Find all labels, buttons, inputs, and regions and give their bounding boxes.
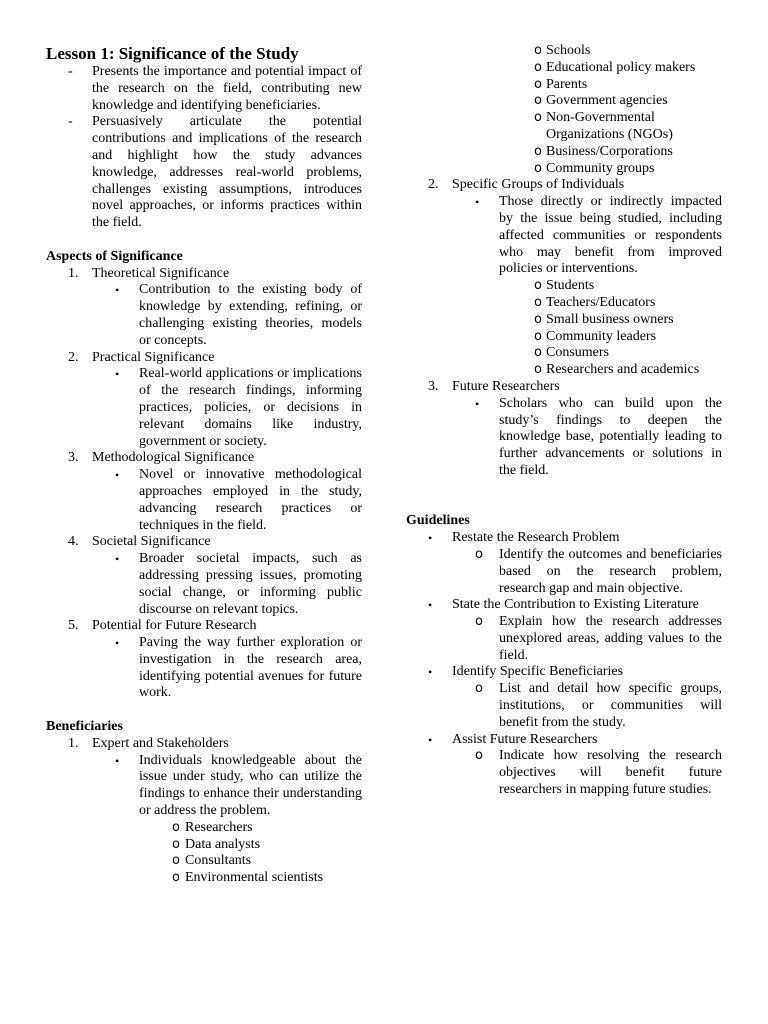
guideline-detail-text: Indicate how resolving the research objectives will benefit future researchers in mapping future studies. <box>499 748 722 798</box>
bullet-marker: • <box>428 598 433 613</box>
subitem-text: Students <box>546 278 595 294</box>
bullet-marker: • <box>115 367 120 382</box>
bullet-marker: • <box>115 636 120 651</box>
group-subitems <box>406 278 722 379</box>
subitem <box>534 60 722 77</box>
guideline-label: Restate the Research Problem <box>452 530 620 546</box>
subitem <box>172 853 362 870</box>
sub-marker: o <box>534 311 542 327</box>
subitem-text: Teachers/Educators <box>546 294 656 310</box>
group-detail <box>406 194 722 278</box>
sub-marker: o <box>172 870 180 886</box>
aspect-label: Methodological Significance <box>92 450 255 466</box>
guideline-item <box>406 732 722 749</box>
sub-marker: o <box>534 160 542 176</box>
sub-marker: o <box>172 853 180 869</box>
beneficiaries-heading: Beneficiaries <box>46 719 123 735</box>
subitem-text: Business/Corporations <box>546 143 673 159</box>
sub-marker: o <box>534 362 542 378</box>
group-label: Expert and Stakeholders <box>92 735 229 751</box>
aspect-label: Societal Significance <box>92 534 211 550</box>
guideline-label: State the Contribution to Existing Literature <box>452 597 699 613</box>
sub-marker: o <box>172 819 180 835</box>
aspect-detail <box>46 467 362 534</box>
right-column <box>406 43 722 799</box>
group-number: 3. <box>428 378 439 394</box>
guideline-item <box>406 597 722 614</box>
aspect-item <box>46 266 362 283</box>
sub-marker: o <box>534 328 542 344</box>
group-subitems <box>46 820 362 887</box>
subitem <box>534 345 722 362</box>
aspect-detail <box>46 551 362 618</box>
intro-text: Persuasively articulate the potential contributions and implications of the research and highlight how the study advances knowledge, addresses real-world problems, challenges existing assumptions, introduces novel approaches, or informs practices within the field. <box>92 114 362 231</box>
subitem-text: Researchers and academics <box>546 362 700 378</box>
aspect-detail-text: Contribution to the existing body of knowledge by extending, refining, or challenging existing theories, models or concepts. <box>139 282 362 348</box>
aspect-number: 3. <box>68 450 79 466</box>
lesson-title: Lesson 1: Significance of the Study <box>46 44 299 63</box>
subitem <box>534 77 722 94</box>
subitem <box>534 144 722 161</box>
sub-marker: o <box>475 748 483 764</box>
sub-marker: o <box>534 93 542 109</box>
aspect-item <box>46 618 362 635</box>
subitem-text: Parents <box>546 76 588 92</box>
guideline-detail-text: Explain how the research addresses unexplored areas, adding values to the field. <box>499 614 722 663</box>
sub-marker: o <box>534 43 542 58</box>
guideline-detail-text: List and detail how specific groups, institutions, or communities will benefit from the study. <box>499 681 722 730</box>
dash-marker: - <box>68 64 73 79</box>
aspect-label: Potential for Future Research <box>92 618 257 634</box>
subitem-text: Data analysts <box>185 836 261 852</box>
aspect-number: 4. <box>68 534 79 550</box>
aspect-detail-text: Paving the way further exploration or investigation in the research area, identifying potential avenues for future work. <box>139 635 362 701</box>
beneficiary-group <box>46 736 362 753</box>
sub-marker: o <box>534 143 542 159</box>
bullet-marker: • <box>428 531 433 546</box>
subitem <box>534 110 722 144</box>
subitem <box>534 43 722 60</box>
group-detail <box>406 396 722 480</box>
subitem <box>172 870 362 887</box>
sub-marker: o <box>534 76 542 92</box>
beneficiary-group <box>406 177 722 194</box>
aspect-item <box>46 450 362 467</box>
bullet-marker: • <box>475 195 480 210</box>
sub-marker: o <box>475 546 483 562</box>
guideline-label: Identify Specific Beneficiaries <box>452 664 624 680</box>
subitem <box>534 312 722 329</box>
bullet-marker: • <box>115 283 120 298</box>
subitem-text: Non-Governmental Organizations (NGOs) <box>546 110 673 142</box>
beneficiary-group <box>406 379 722 396</box>
sub-marker: o <box>475 614 483 630</box>
subitem <box>534 362 722 379</box>
aspect-label: Practical Significance <box>92 349 215 365</box>
aspects-heading: Aspects of Significance <box>46 248 183 264</box>
sub-marker: o <box>534 110 542 126</box>
sub-marker: o <box>534 59 542 75</box>
aspect-detail <box>46 635 362 702</box>
group-detail-text: Those directly or indirectly impacted by the issue being studied, including affected communities or respondents who may benefit from improved policies or interventions. <box>499 194 722 277</box>
subitem <box>172 820 362 837</box>
subitem <box>534 329 722 346</box>
subitem-text: Government agencies <box>546 93 668 109</box>
dash-marker: - <box>68 114 73 130</box>
guideline-detail-text: Identify the outcomes and beneficiaries based on the research problem, research gap and main objective. <box>499 546 722 596</box>
sub-marker: o <box>534 278 542 294</box>
group-number: 1. <box>68 735 79 751</box>
bullet-marker: • <box>475 396 480 411</box>
guideline-item <box>406 530 722 547</box>
aspect-number: 1. <box>68 265 79 281</box>
subitem <box>534 93 722 110</box>
subitem-text: Community leaders <box>546 328 657 344</box>
subitem-text: Consultants <box>185 853 252 869</box>
group-detail-text: Scholars who can build upon the study’s findings to deepen the knowledge base, potentially leading to further advancements or solutions in the field. <box>499 395 722 478</box>
group-subitems-continued <box>406 43 722 177</box>
bullet-marker: • <box>428 665 433 680</box>
bullet-marker: • <box>428 732 433 747</box>
guideline-item <box>406 664 722 681</box>
aspect-label: Theoretical Significance <box>92 265 230 281</box>
subitem <box>172 837 362 854</box>
aspect-item <box>46 350 362 367</box>
sub-marker: o <box>172 836 180 852</box>
aspect-detail <box>46 366 362 450</box>
intro-item <box>46 114 362 232</box>
guideline-detail <box>406 547 722 597</box>
aspect-detail-text: Real-world applications or implications of the research findings, informing practices, policies, or decisions in relevant domains like industry, government or society. <box>139 366 362 449</box>
guideline-detail <box>406 748 722 798</box>
subitem-text: Consumers <box>546 345 609 361</box>
left-column <box>46 44 362 887</box>
subitem <box>534 161 722 178</box>
subitem-text: Community groups <box>546 160 655 176</box>
aspect-number: 2. <box>68 349 79 365</box>
subitem <box>534 278 722 295</box>
aspect-detail-text: Broader societal impacts, such as addressing pressing issues, promoting social change, or informing public discourse on relevant topics. <box>139 551 362 617</box>
subitem-text: Researchers <box>185 819 253 835</box>
sub-marker: o <box>475 681 483 697</box>
group-detail-text: Individuals knowledgeable about the issue under study, who can utilize the findings to enhance their understanding or address the problem. <box>139 752 362 819</box>
group-number: 2. <box>428 177 439 193</box>
subitem <box>534 295 722 312</box>
bullet-marker: • <box>115 552 120 567</box>
guidelines-heading: Guidelines <box>406 513 470 529</box>
aspect-detail-text: Novel or innovative methodological approaches employed in the study, advancing research practices or techniques in the field. <box>139 467 362 533</box>
group-label: Future Researchers <box>452 378 560 394</box>
subitem-text: Educational policy makers <box>546 59 696 75</box>
aspect-item <box>46 534 362 551</box>
guideline-detail <box>406 681 722 731</box>
aspect-detail <box>46 282 362 349</box>
aspect-number: 5. <box>68 618 79 634</box>
sub-marker: o <box>534 294 542 310</box>
subitem-text: Small business owners <box>546 311 674 327</box>
subitem-text: Environmental scientists <box>185 870 324 886</box>
intro-text: Presents the importance and potential impact of the research on the field, contributing new knowledge and identifying beneficiaries. <box>92 64 362 113</box>
bullet-marker: • <box>115 468 120 483</box>
sub-marker: o <box>534 345 542 361</box>
subitem-text: Schools <box>546 43 591 58</box>
group-detail <box>46 753 362 820</box>
intro-item <box>46 64 362 114</box>
guideline-detail <box>406 614 722 664</box>
group-label: Specific Groups of Individuals <box>452 177 625 193</box>
bullet-marker: • <box>115 753 120 768</box>
guideline-label: Assist Future Researchers <box>452 731 598 747</box>
